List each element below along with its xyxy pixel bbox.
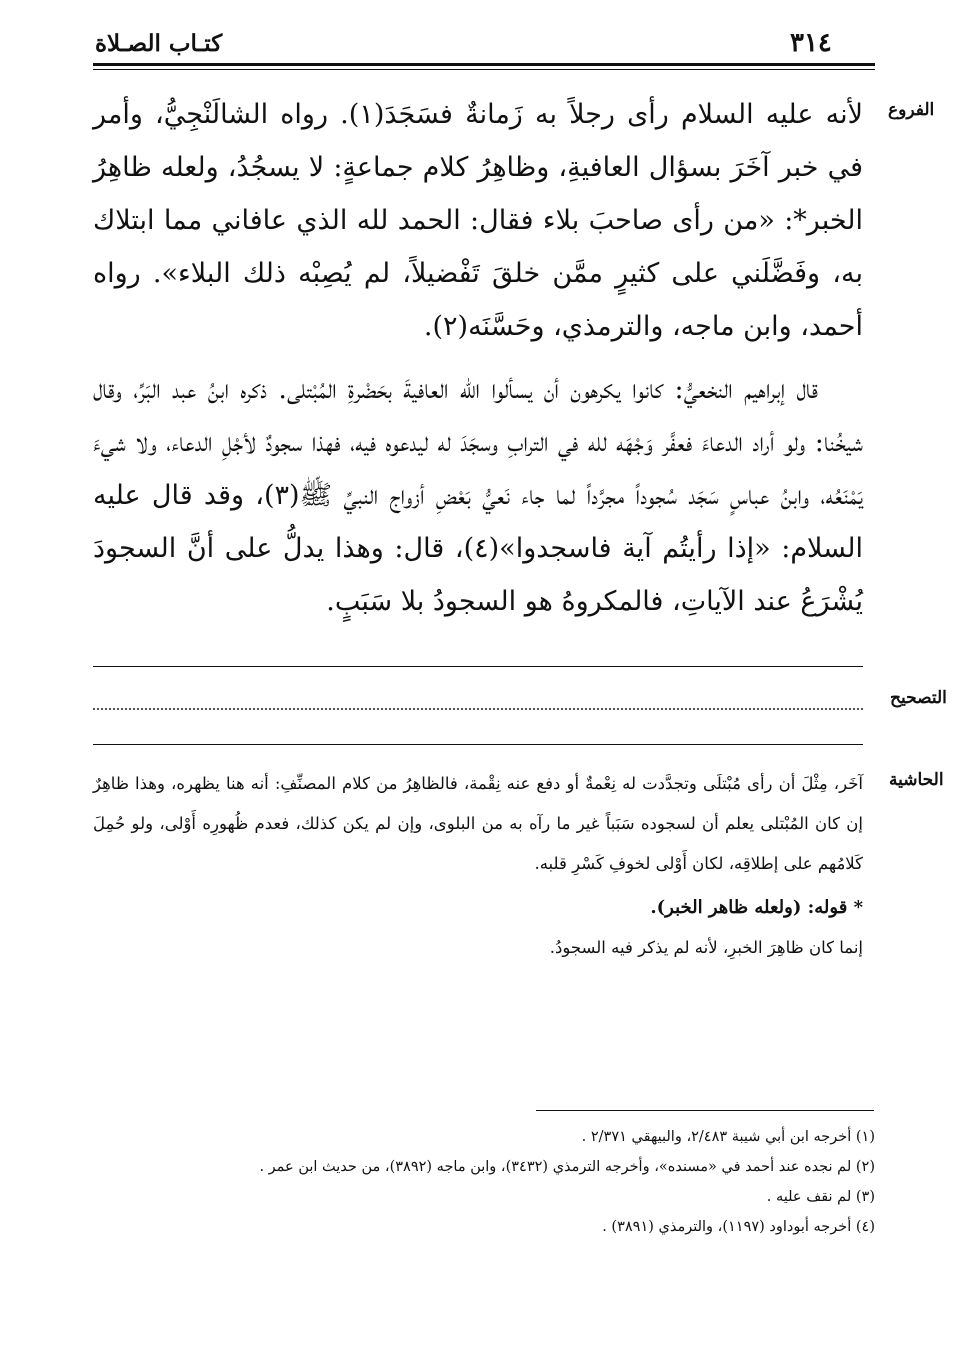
footnote-3: (٣) لم نقف عليه . — [766, 1189, 875, 1205]
header-rule-thin — [93, 69, 875, 70]
label-hashiya: الحاشية — [889, 770, 944, 790]
main-paragraph-2: قال إبراهيم النخعيُّ: كانوا يكرهون أن يسألوا الله العافيةَ بحَضْرةِ المُبْتلى. ذكره ابنُ عبد البَرِّ، وقال شيخُنا: ولو أراد الدعاءَ فعفَّر وَجْهَه لله في الترابِ وسجَدَ له ليدعوه فيه، فهذا سجودٌ لأجْلِ الدعاء، ولا شيءَ يَمْنَعُه، وابنُ عباسٍ سَجَد سُجوداً مجرَّداً لما جاء نَعيُّ بَعْضِ أزواج النبيِّ ﷺ(٣)، وقد قال عليه السلام: «إذا رأيتُم آية فاسجدوا»(٤)، قال: وهذا يدلُّ على أنَّ السجودَ يُشْرَعُ عند الآياتِ، فالمكروهُ هو السجودُ بلا سَبَبٍ. — [93, 374, 863, 617]
tashih-dotted-line — [93, 708, 863, 710]
book-title: كتـاب الصـلاة — [95, 30, 223, 57]
hashiya-paragraph-2: إنما كان ظاهِرَ الخبرِ، لأنه لم يذكر فيه السجودُ. — [549, 938, 863, 957]
hashiya-text — [93, 764, 863, 968]
footnote-4: (٤) أخرجه أبوداود (١١٩٧)، والترمذي (٣٨٩١) . — [602, 1219, 875, 1235]
label-tashih: التصحيح — [890, 688, 947, 708]
hashiya-heading: * قوله: (ولعله ظاهر الخبر). — [650, 897, 863, 918]
header-rule — [93, 63, 875, 66]
footnote-rule — [536, 1110, 874, 1111]
hashiya-paragraph-1: آخَر، مِثْلَ أن رأى مُبْتلَى وتجدَّدت له نِعْمةٌ أو دفع عنه نِقْمة، فالظاهِرُ من كلام المصنِّفِ: أنه هنا يظهره، وهذا ظاهِرٌ إن كان المُبْتلى يعلم أن لسجوده سَبَباً غير ما رآه به من البلوى، وإن لم يكن كذلك، فعدم ظُهورِه أَوْلى، ولو حُمِلَ كَلامُهم على إطلاقِه، لكان أَوْلى لخوفِ كَسْرِ قلبه. — [93, 774, 863, 873]
section-rule-top — [93, 666, 863, 667]
footnotes — [93, 1122, 875, 1242]
page-number: ٣١٤ — [790, 28, 832, 58]
section-rule-bottom — [93, 744, 863, 745]
footnote-2: (٢) لم نجده عند أحمد في «مسنده»، وأخرجه الترمذي (٣٤٣٢)، وابن ماجه (٣٨٩٢)، من حديث ابن عمر . — [259, 1159, 875, 1175]
main-paragraph-1: لأنه عليه السلام رأى رجلاً به زَمانةٌ فسَجَدَ(١). رواه الشالَنْجِيُّ، وأمر في خبر آخَرَ بسؤال العافيةِ، وظاهِرُ كلام جماعةٍ: لا يسجُدُ، ولعله ظاهِرُ الخبر*: «من رأى صاحبَ بلاء فقال: الحمد لله الذي عافاني مما ابتلاك به، وفَضَّلَني على كثيرٍ ممَّن خلقَ تَفْضيلاً، لم يُصِبْه ذلك البلاء». رواه أحمد، وابن ماجه، والترمذي، وحَسَّنَه(٢). — [93, 99, 863, 342]
label-furu: الفروع — [888, 100, 935, 120]
footnote-1: (١) أخرجه ابن أبي شيبة ٢/٤٨٣، والبيهقي ٢/٣٧١ . — [581, 1129, 875, 1145]
main-text — [93, 88, 863, 628]
